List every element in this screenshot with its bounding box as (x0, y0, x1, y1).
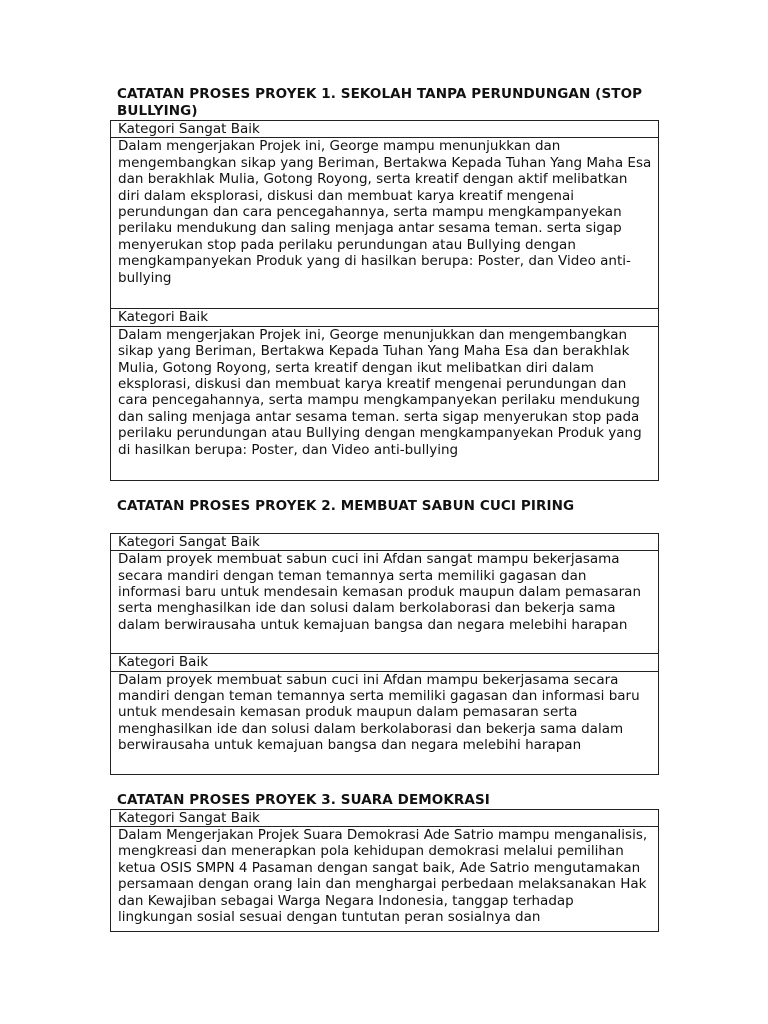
category-text: Dalam Mengerjakan Projek Suara Demokrasi Ade Satrio mampu menganalisis, mengkreasi dan menerapkan pola kehidupan demokrasi melalui pemilihan ketua OSIS SMPN 4 Pasaman dengan sangat baik, Ade Satrio mengutamakan persamaan dengan orang lain dan menghargai perbedaan melaksanakan Hak dan Kewajiban sebagai Warga Negara Indonesia, tanggap terhadap lingkungan sosial sesuai dengan tuntutan peran sosialnya dan (111, 827, 659, 932)
category-label: Kategori Baik (111, 654, 659, 671)
category-text: Dalam proyek membuat sabun cuci ini Afdan sangat mampu bekerjasama secara mandiri dengan teman temannya serta memiliki gagasan dan informasi baru untuk mendesain kemasan produk maupun dalam pemasaran serta menghasilkan ide dan solusi dalam berkolaborasi dan bekerja sama dalam berwirausaha untuk kemajuan bangsa dan negara melebihi harapan (111, 551, 659, 654)
category-label: Kategori Sangat Baik (111, 533, 659, 550)
section-3-table (110, 809, 659, 932)
category-label: Kategori Sangat Baik (111, 121, 659, 138)
section-1-heading: CATATAN PROSES PROYEK 1. SEKOLAH TANPA PERUNDUNGAN (STOP BULLYING) (117, 86, 643, 119)
section-3-heading: CATATAN PROSES PROYEK 3. SUARA DEMOKRASI (117, 791, 490, 808)
category-label: Kategori Sangat Baik (111, 809, 659, 826)
category-text: Dalam mengerjakan Projek ini, George menunjukkan dan mengembangkan sikap yang Beriman, Bertakwa Kepada Tuhan Yang Maha Esa dan berakhlak Mulia, Gotong Royong, serta kreatif dengan ikut melibatkan diri dalam eksplorasi, diskusi dan membuat karya kreatif mengenai perundungan dan cara pencegahannya, serta mampu mengkampanyekan perilaku mendukung dan saling menjaga antar sesama teman. serta sigap menyerukan stop pada perilaku perundungan atau Bullying dengan mengkampanyekan Produk yang di hasilkan berupa: Poster, dan Video anti-bullying (111, 326, 659, 480)
category-text: Dalam proyek membuat sabun cuci ini Afdan mampu bekerjasama secara mandiri dengan teman temannya serta memiliki gagasan dan informasi baru untuk mendesain kemasan produk maupun dalam pemasaran serta menghasilkan ide dan solusi dalam berkolaborasi dan bekerja sama dalam berwirausaha untuk kemajuan bangsa dan negara melebihi harapan (111, 671, 659, 774)
document-page (110, 86, 659, 932)
category-text: Dalam mengerjakan Projek ini, George mampu menunjukkan dan mengembangkan sikap yang Beriman, Bertakwa Kepada Tuhan Yang Maha Esa dan berakhlak Mulia, Gotong Royong, serta kreatif dengan aktif melibatkan diri dalam eksplorasi, diskusi dan membuat karya kreatif mengenai perundungan dan cara pencegahannya, serta mampu mengkampanyekan perilaku mendukung dan saling menjaga antar sesama teman. serta sigap menyerukan stop pada perilaku perundungan atau Bullying dengan mengkampanyekan Produk yang di hasilkan berupa: Poster, dan Video anti-bullying (111, 138, 659, 309)
category-label: Kategori Baik (111, 309, 659, 326)
section-2-table (110, 533, 659, 775)
section-2-heading: CATATAN PROSES PROYEK 2. MEMBUAT SABUN CUCI PIRING (117, 497, 575, 514)
section-1-table (110, 120, 659, 481)
